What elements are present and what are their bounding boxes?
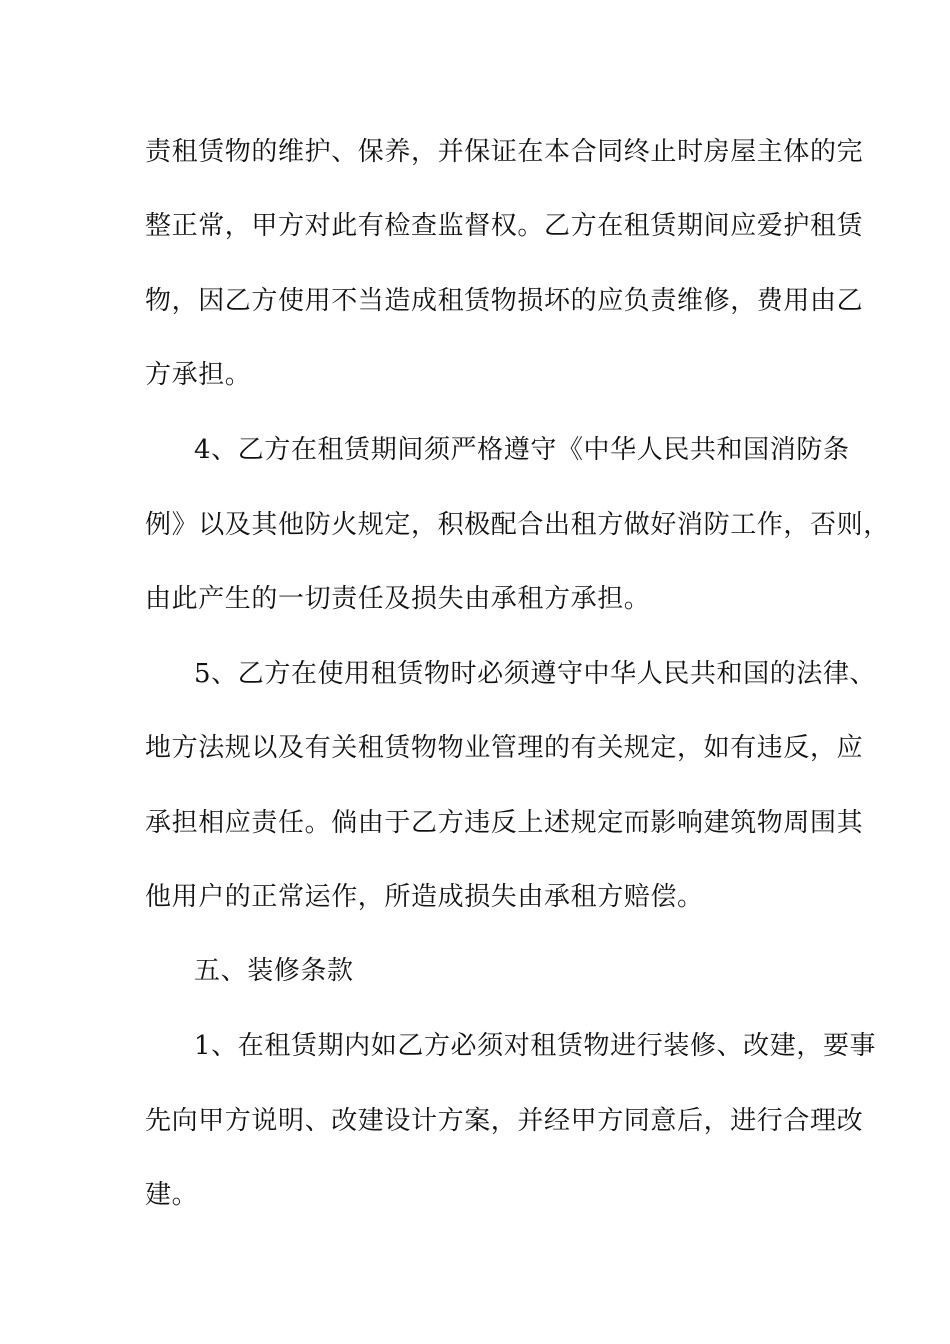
text-line: 例》以及其他防火规定，积极配合出租方做好消防工作，否则， bbox=[145, 510, 890, 540]
text-line: 地方法规以及有关租赁物物业管理的有关规定，如有违反，应 bbox=[145, 733, 864, 763]
text-line: 整正常，甲方对此有检查监督权。乙方在租赁期间应爱护租赁 bbox=[145, 211, 864, 241]
text-line: 承担相应责任。倘由于乙方违反上述规定而影响建筑物周围其 bbox=[145, 808, 864, 838]
text-line: 他用户的正常运作，所造成损失由承租方赔偿。 bbox=[145, 882, 704, 912]
text-line: 1、在租赁期内如乙方必须对租赁物进行装修、改建，要事 bbox=[194, 1031, 877, 1061]
text-line: 责租赁物的维护、保养，并保证在本合同终止时房屋主体的完 bbox=[145, 137, 864, 167]
text-line: 由此产生的一切责任及损失由承租方承担。 bbox=[145, 584, 651, 614]
text-line: 先向甲方说明、改建设计方案，并经甲方同意后，进行合理改 bbox=[145, 1106, 864, 1136]
text-line: 物，因乙方使用不当造成租赁物损坏的应负责维修，费用由乙 bbox=[145, 286, 864, 316]
text-line: 建。 bbox=[145, 1180, 199, 1210]
text-line: 4、乙方在租赁期间须严格遵守《中华人民共和国消防条 bbox=[194, 435, 850, 465]
section-heading: 五、装修条款 bbox=[194, 956, 354, 986]
text-line: 5、乙方在使用租赁物时必须遵守中华人民共和国的法律、 bbox=[194, 659, 877, 689]
text-line: 方承担。 bbox=[145, 360, 252, 390]
